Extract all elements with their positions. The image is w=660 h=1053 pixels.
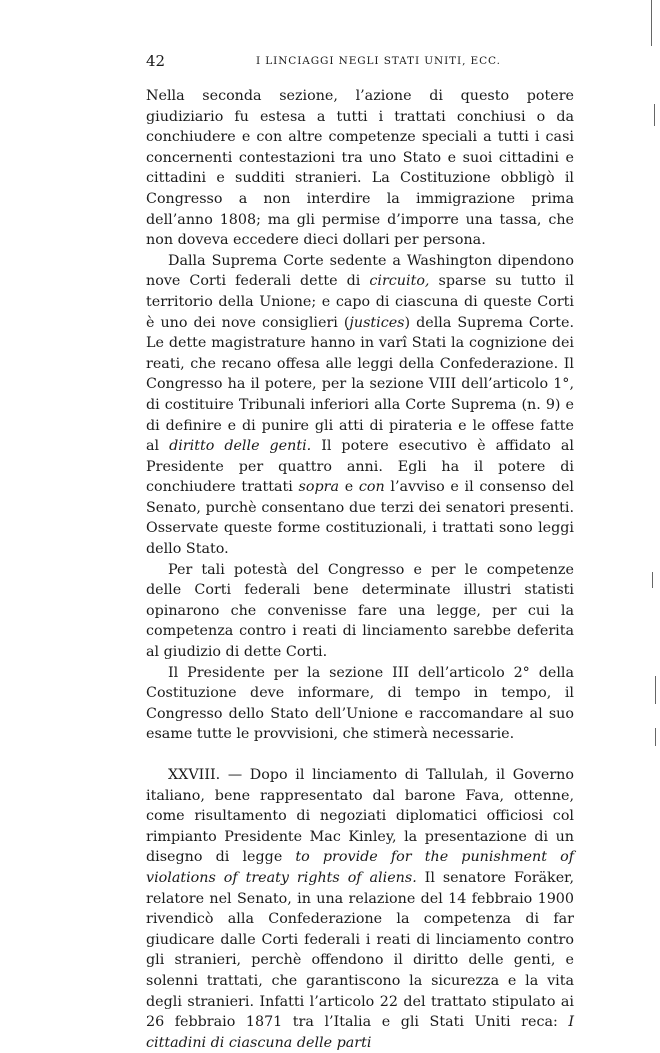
paragraph-jurisdiction: Nella seconda sezione, l’azione di questo potere giudiziario fu estesa a tutti i trattati conchiusi o da conchiudere e con altre competenze speciali a tutti i casi concernenti contestazioni tra uno Stato e suoi cittadini e cittadini e sudditi stranieri. La Costituzione obbligò il Congresso a non interdire la immigrazione prima dell’anno 1808; ma gli permise d’imporre una tassa, che non doveva eccedere dieci dollari per persona.	[146, 88, 574, 249]
body-text	[146, 86, 574, 1053]
scan-edge-mark-bottom	[655, 728, 656, 746]
page-number: 42	[146, 52, 166, 70]
paragraph-presidente: Il Presidente per la sezione III dell’articolo 2° della Costituzione deve informare, di tempo in tempo, il Congresso dello Stato dell’Unione e raccomandare al suo esame tutte le provvisioni, che stimerà necessarie.	[146, 664, 574, 743]
scan-edge-mark-upper	[654, 104, 655, 126]
paragraph-federal-courts: Dalla Suprema Corte sedente a Washington dipendono nove Corti federali dette di circuito, sparse su tutto il territorio della Unione; e capo di ciascuna di queste Corti è uno dei nove consiglieri (justices) della Suprema Corte. Le dette magistrature hanno in varî Stati la cognizione dei reati, che recano offesa alle leggi della Confederazione. Il Congresso ha il potere, per la sezione VIII dell’articolo 1°, di costituire Tribunali inferiori alla Corte Suprema (n. 9) e di definire e di punire gli atti di pirateria e le offese fatte al diritto delle genti. Il potere esecutivo è affidato al Presidente per quattro anni. Egli ha il potere di conchiudere trattati sopra e con l’avviso e il consenso del Senato, purchè consentano due terzi dei senatori presenti. Osservate queste forme costituzionali, i trattati sono leggi dello Stato.	[146, 252, 574, 558]
paragraph-statisti: Per tali potestà del Congresso e per le competenze delle Corti federali bene determinate illustri statisti opinarono che convenisse fare una legge, per cui la competenza contro i reati di linciamento sarebbe deferita al giudizio di dette Corti.	[146, 561, 574, 661]
scan-edge-mark-lower	[655, 676, 656, 704]
running-title: I LINCIAGGI NEGLI STATI UNITI, ECC.	[256, 55, 501, 67]
scan-edge-mark-top	[651, 0, 652, 46]
paragraph-section-xxviii: XXVIII. — Dopo il linciamento di Tallulah, il Governo italiano, bene rappresentato dal barone Fava, ottenne, come risultamento di negoziati diplomatici officiosi col rimpianto Presidente Mac Kinley, la presentazione di un disegno di legge to provide for the punishment of violations of treaty rights of aliens. Il senatore Foräker, relatore nel Senato, in una relazione del 14 febbraio 1900 rivendicò alla Confederazione la competenza di far giudicare dalle Corti federali i reati di linciamento contro gli stranieri, perchè offendono il diritto delle genti, e solenni trattati, che garantiscono la sicurezza e la vita degli stranieri. Infatti l’articolo 22 del trattato stipulato ai 26 febbraio 1871 tra l’Italia e gli Stati Uniti reca: I cittadini di ciascuna delle parti	[146, 767, 574, 1051]
scan-edge-mark-middle	[652, 572, 653, 588]
page-header	[146, 52, 574, 72]
